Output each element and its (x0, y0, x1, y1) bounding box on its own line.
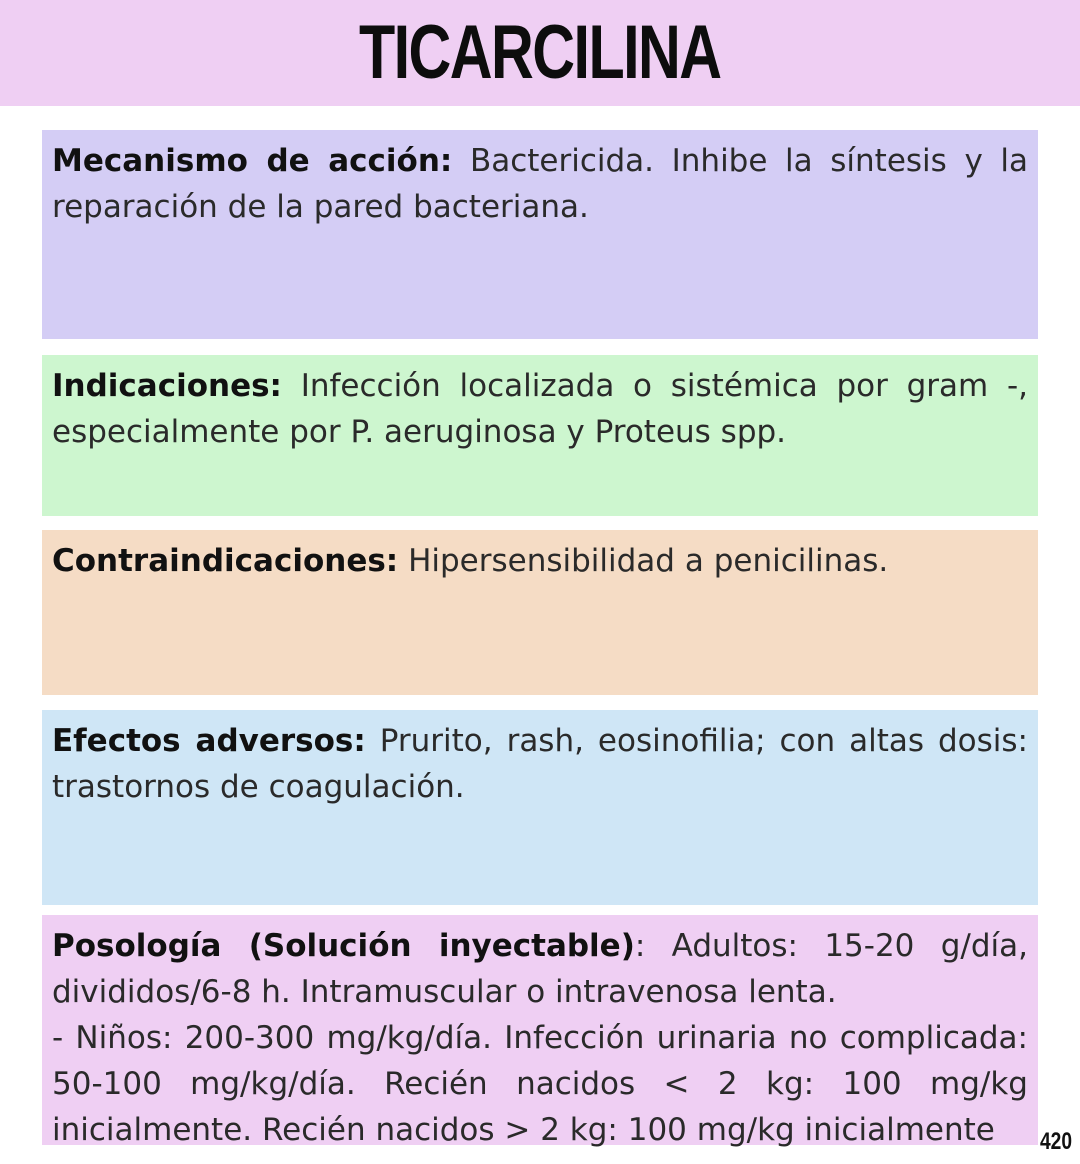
mechanism-text: Bactericida. Inhibe la síntesis y la reparación de la pared bacteriana. (52, 143, 1029, 225)
contraindications-text: Hipersensibilidad a penicilinas. (408, 543, 889, 579)
title-banner (0, 0, 1080, 106)
dosage-adults-text: : Adultos: 15-20 g/día, divididos/6-8 h. Intramuscular o intravenosa lenta. (52, 928, 1028, 1010)
mechanism-label: Mecanismo de acción: (52, 143, 453, 179)
mechanism-section (42, 130, 1038, 339)
indications-section (42, 355, 1038, 516)
page-title: TICARCILINA (359, 10, 721, 95)
indications-label: Indicaciones: (52, 368, 282, 404)
indications-text: Infección localizada o sistémica por gram -, especialmente por P. aeruginosa y Proteus spp. (52, 368, 1028, 450)
contraindications-label: Contraindicaciones: (52, 543, 399, 579)
contraindications-section (42, 530, 1038, 695)
page-number: 420 (1039, 1128, 1072, 1155)
dosage-label: Posología (Solución inyectable) (52, 928, 635, 964)
adverse-effects-section (42, 710, 1038, 905)
adverse-effects-label: Efectos adversos: (52, 723, 366, 759)
dosage-section (42, 915, 1038, 1148)
adverse-effects-text: Prurito, rash, eosinofilia; con altas dosis: trastornos de coagulación. (52, 723, 1028, 805)
dosage-children-text: - Niños: 200-300 mg/kg/día. Infección urinaria no complicada: 50-100 mg/kg/día. Recién nacidos < 2 kg: 100 mg/kg inicialmente. Recién nacidos > 2 kg: 100 mg/kg inicialmente (52, 1020, 1028, 1148)
